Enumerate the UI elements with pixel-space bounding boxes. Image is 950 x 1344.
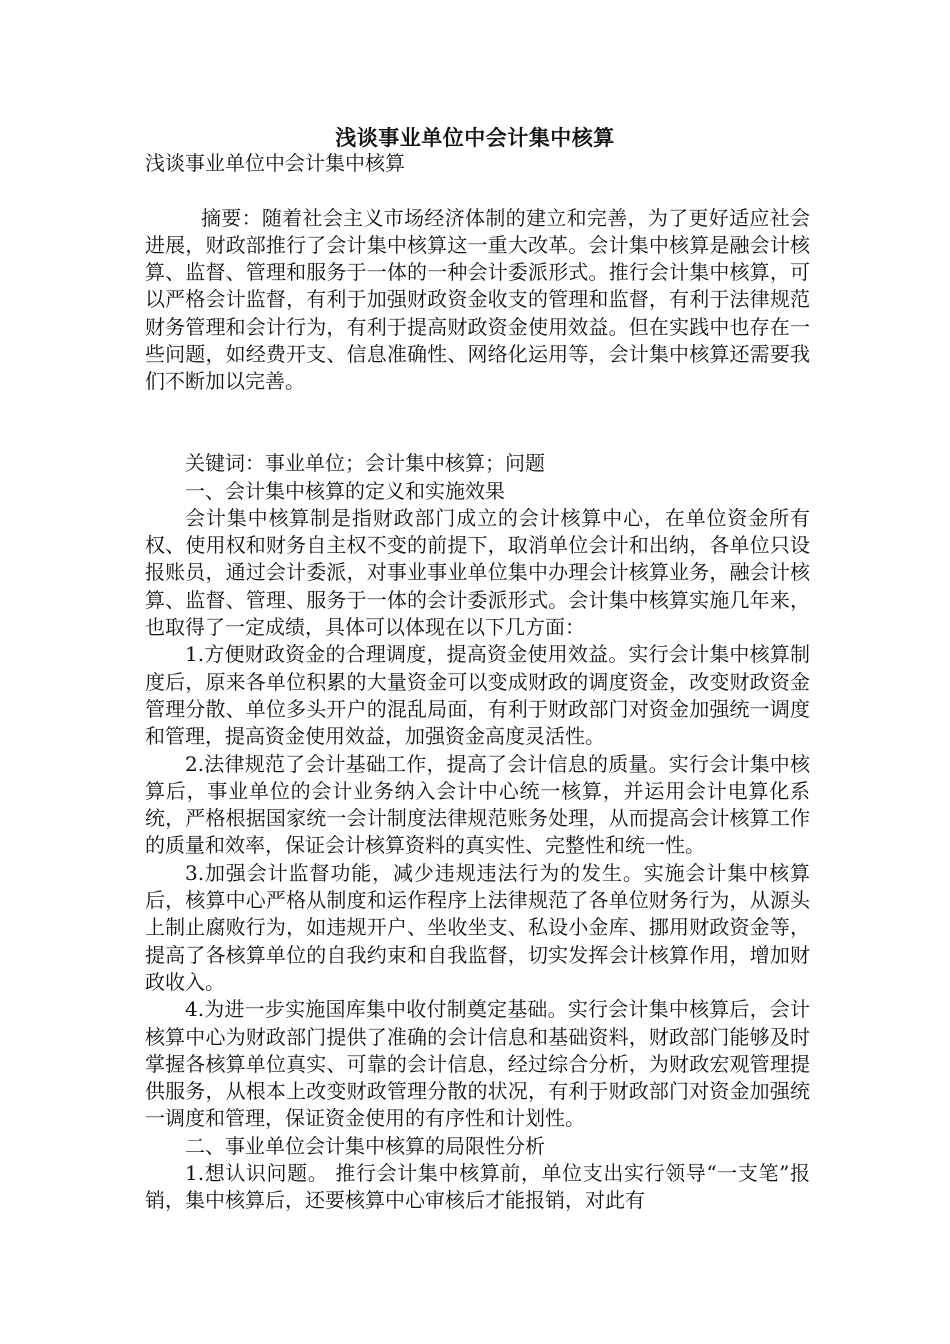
blank-line	[145, 396, 810, 451]
keywords-line: 关键词：事业单位；会计集中核算；问题	[185, 451, 545, 476]
document-subtitle: 浅谈事业单位中会计集中核算	[145, 151, 405, 175]
point-paragraph-3: 3.加强会计监督功能，减少违规违法行为的发生。实施会计集中核算后，核算中心严格从制度和运作程序上法律规范了各单位财务行为，从源头上制止腐败行为，如违规开户、坐收坐支、私设小金库、挪用财政资金等，提高了各核算单位的自我约束和自我监督，切实发挥会计核算作用，增加财政收入。	[145, 860, 810, 994]
point-paragraph-1: 1.方便财政资金的合理调度，提高资金使用效益。实行会计集中核算制度后，原来各单位积累的大量资金可以变成财政的调度资金，改变财政资金管理分散、单位多头开户的混乱局面，有利于财政部门对资金加强统一调度和管理，提高资金使用效益，加强资金高度灵活性。	[145, 642, 810, 749]
point-paragraph-4: 4.为进一步实施国库集中收付制奠定基础。实行会计集中核算后，会计核算中心为财政部门提供了准确的会计信息和基础资料，财政部门能够及时掌握各核算单位真实、可靠的会计信息，经过综合分析，为财政宏观管理提供服务，从根本上改变财政管理分散的状况，有利于财政部门对资金加强统一调度和管理，保证资金使用的有序性和计划性。	[145, 997, 810, 1131]
section1-intro-paragraph: 会计集中核算制是指财政部门成立的会计核算中心，在单位资金所有权、使用权和财务自主权不变的前提下，取消单位会计和出纳，各单位只设报账员，通过会计委派，对事业事业单位集中办理会计核算业务，融会计核算、监督、管理、服务于一体的会计委派形式。会计集中核算实施几年来，也取得了一定成绩，具体可以体现在以下几方面：	[145, 505, 810, 640]
abstract-paragraph: 摘要：随着社会主义市场经济体制的建立和完善，为了更好适应社会进展，财政部推行了会计集中核算这一重大改革。会计集中核算是融会计核算、监督、管理和服务于一体的一种会计委派形式。推行会计集中核算，可以严格会计监督，有利于加强财政资金收支的管理和监督，有利于法律规范财务管理和会计行为，有利于提高财政资金使用效益。但在实践中也存在一些问题，如经费开支、信息准确性、网络化运用等，会计集中核算还需要我们不断加以完善。	[145, 205, 810, 394]
blank-line	[145, 177, 810, 204]
document-body	[145, 150, 810, 1215]
point-paragraph-2: 2.法律规范了会计基础工作，提高了会计信息的质量。实行会计集中核算后，事业单位的会计业务纳入会计中心统一核算，并运用会计电算化系统，严格根据国家统一会计制度法律规范账务处理，从而提高会计核算工作的质量和效率，保证会计核算资料的真实性、完整性和统一性。	[145, 751, 810, 858]
section-heading-1: 一、会计集中核算的定义和实施效果	[185, 478, 505, 503]
section-heading-2: 二、事业单位会计集中核算的局限性分析	[185, 1133, 545, 1158]
section2-point-paragraph-1: 1.想认识问题。 推行会计集中核算前，单位支出实行领导“一支笔”报销，集中核算后，还要核算中心审核后才能报销，对此有	[145, 1160, 810, 1213]
document-title: 浅谈事业单位中会计集中核算	[335, 126, 615, 150]
